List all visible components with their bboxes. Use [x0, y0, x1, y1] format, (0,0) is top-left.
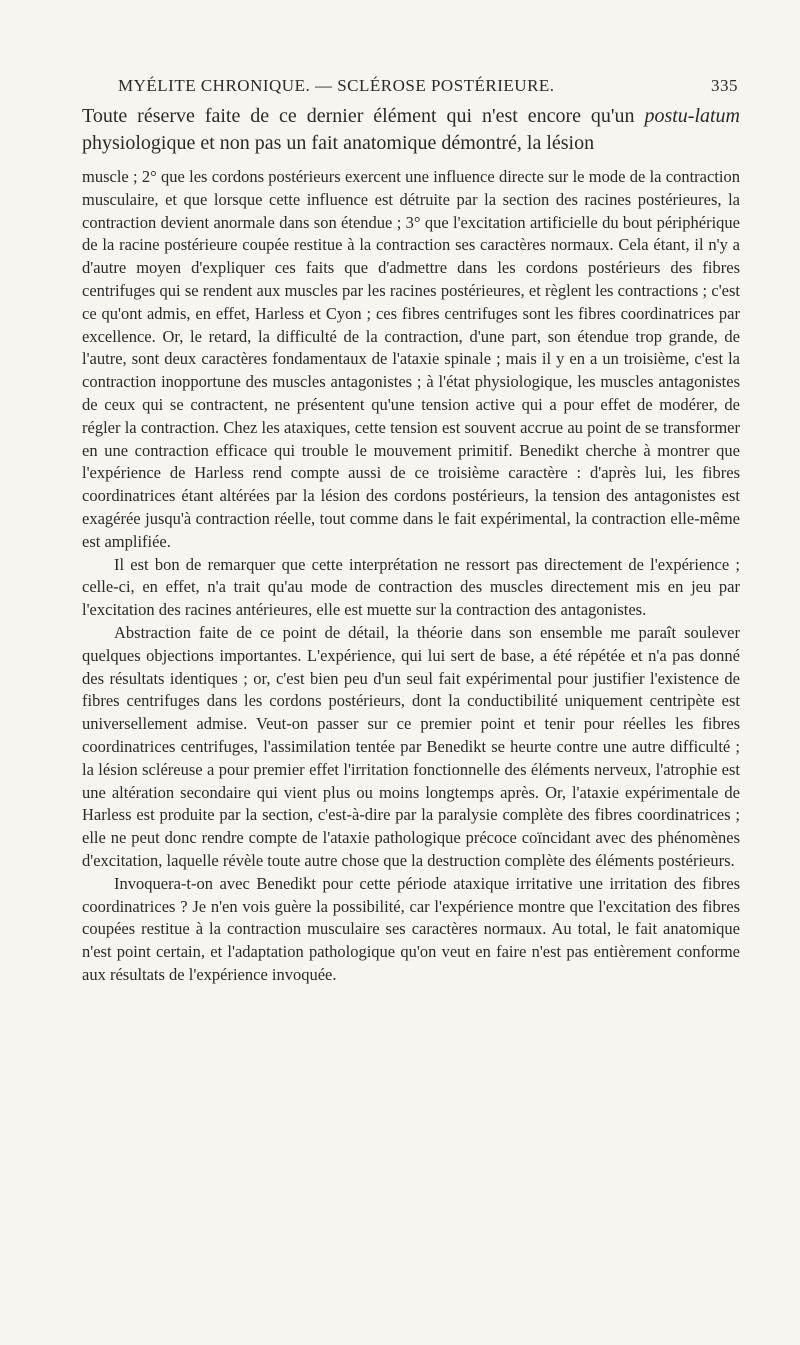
paragraph: Il est bon de remarquer que cette interprétation ne ressort pas directement de l'expérience ; celle-ci, en effet, n'a trait qu'au mode de contraction des muscles directement mis en jeu par l'excitation des racines antérieures, elle est muette sur la contraction des antagonistes.: [82, 554, 740, 620]
paragraph: Abstraction faite de ce point de détail, la théorie dans son ensemble me paraît soulever quelques objections importantes. L'expérience, qui lui sert de base, a été répétée et n'a pas donné des résultats identiques ; or, c'est bien peu d'un seul fait expérimental pour justifier l'existence de fibres centrifuges dans les cordons postérieurs, dont la conductibilité uniquement centripète est universellement admise. Veut-on passer sur ce premier point et tenir pour réelles les fibres coordinatrices centrifuges, l'assimilation tentée par Benedikt se heurte contre une autre difficulté ; la lésion scléreuse a pour premier effet l'irritation fonctionnelle des éléments nerveux, l'atrophie est une altération secondaire qui vient plus ou moins longtemps après. Or, l'ataxie expérimentale de Harless est produite par la section, c'est-à-dire par la paralysie complète des fibres coordinatrices ; elle ne peut donc rendre compte de l'ataxie pathologique précoce coïncidant avec des phénomènes d'excitation, laquelle révèle toute autre chose que la destruction complète des éléments postérieurs.: [82, 622, 740, 870]
running-title: MYÉLITE CHRONIQUE. — SCLÉROSE POSTÉRIEURE.: [118, 76, 555, 95]
page-number: 335: [711, 76, 738, 95]
intro-text-before: Toute réserve faite de ce dernier élément qui n'est encore qu'un: [82, 105, 645, 127]
intro-text-after: physiologique et non pas un fait anatomique démontré, la lésion: [82, 132, 595, 154]
body-text: [82, 166, 740, 987]
intro-line: [82, 103, 740, 157]
paragraph: muscle ; 2° que les cordons postérieurs exercent une influence directe sur le mode de la contraction musculaire, et que lorsque cette influence est détruite par la section des racines postérieures, la contraction devient anormale dans son étendue ; 3° que l'excitation artificielle du bout périphérique de la racine postérieure coupée restitue à la contraction ses caractères normaux. Cela étant, il n'y a d'autre moyen d'expliquer ces faits que d'admettre dans les cordons postérieurs des fibres centrifuges qui se rendent aux muscles par les racines postérieures, et règlent les contractions ; c'est ce qu'ont admis, en effet, Harless et Cyon ; ces fibres centrifuges sont les fibres coordinatrices par excellence. Or, le retard, la difficulté de la contraction, d'une part, son étendue trop grande, de l'autre, sont deux caractères fondamentaux de l'ataxie spinale ; mais il y en a un troisième, c'est la contraction inopportune des muscles antagonistes ; à l'état physiologique, les muscles antagonistes de ceux qui se contractent, ne présentent qu'une tension active qui a pour effet de modérer, de régler la contraction. Chez les ataxiques, cette tension est souvent accrue au point de se transformer en une contraction efficace qui trouble le mouvement primitif. Benedikt cherche à montrer que l'expérience de Harless rend compte aussi de ce troisième caractère : d'après lui, les fibres coordinatrices étant altérées par la lésion des cordons postérieurs, la tension des antagonistes est exagérée jusqu'à contraction réelle, tout comme dans le fait expérimental, la contraction elle-même est amplifiée.: [82, 167, 740, 551]
paragraph: Invoquera-t-on avec Benedikt pour cette période ataxique irritative une irritation des fibres coordinatrices ? Je n'en vois guère la possibilité, car l'expérience montre que l'excitation des fibres coupées restitue à la contraction musculaire ses caractères normaux. Au total, le fait anatomique n'est point certain, et l'adaptation pathologique qu'on veut en faire n'est pas entièrement conforme aux résultats de l'expérience invoquée.: [82, 873, 740, 984]
running-head: [118, 74, 738, 102]
latin-term: postu-latum: [644, 105, 740, 127]
